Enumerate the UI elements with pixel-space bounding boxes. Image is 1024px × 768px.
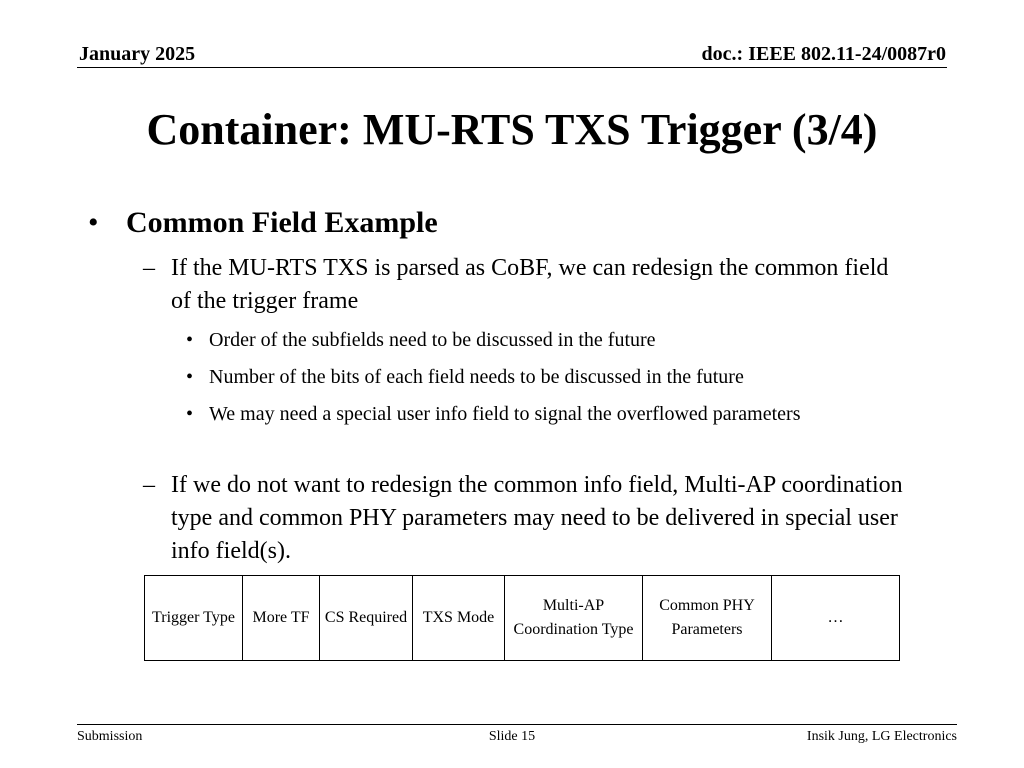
table-cell-cs-required: CS Required (320, 576, 413, 660)
dot-icon: • (186, 403, 194, 425)
dash-icon: – (143, 472, 155, 498)
sub-bullet-1: If the MU-RTS TXS is parsed as CoBF, we can redesign the common field of the trigger frame (171, 255, 889, 314)
table-cell-trigger-type: Trigger Type (145, 576, 243, 660)
sub1-point-3: We may need a special user info field to signal the overflowed parameters (209, 403, 801, 425)
common-field-table (144, 575, 900, 661)
sub1-point-2: Number of the bits of each field needs to be discussed in the future (209, 366, 744, 388)
header-doc-id: doc.: IEEE 802.11-24/0087r0 (701, 43, 946, 65)
dot-icon: • (186, 329, 194, 351)
sub1-point-1: Order of the subfields need to be discussed in the future (209, 329, 656, 351)
table-cell-common-phy-parameters: Common PHY Parameters (643, 576, 772, 660)
footer-submission: Submission (77, 729, 143, 744)
footer-slide-number: Slide 15 (488, 729, 536, 744)
table-cell-txs-mode: TXS Mode (413, 576, 505, 660)
bullet-icon: • (88, 206, 99, 239)
sub-bullet-2: If we do not want to redesign the common info field, Multi-AP coordination type and common PHY parameters may need to be delivered in special user info field(s). (171, 472, 903, 564)
footer-divider (77, 724, 957, 725)
table-cell-more-tf: More TF (243, 576, 320, 660)
dot-icon: • (186, 366, 194, 388)
slide-title: Container: MU-RTS TXS Trigger (3/4) (146, 105, 878, 154)
bullet-heading: Common Field Example (126, 206, 438, 239)
table-cell-ellipsis: … (827, 609, 844, 626)
footer-author: Insik Jung, LG Electronics (806, 729, 957, 744)
header-date: January 2025 (79, 43, 196, 65)
dash-icon: – (143, 255, 155, 281)
table-cell-multi-ap-coordination-type: Multi-AP Coordination Type (505, 576, 643, 660)
